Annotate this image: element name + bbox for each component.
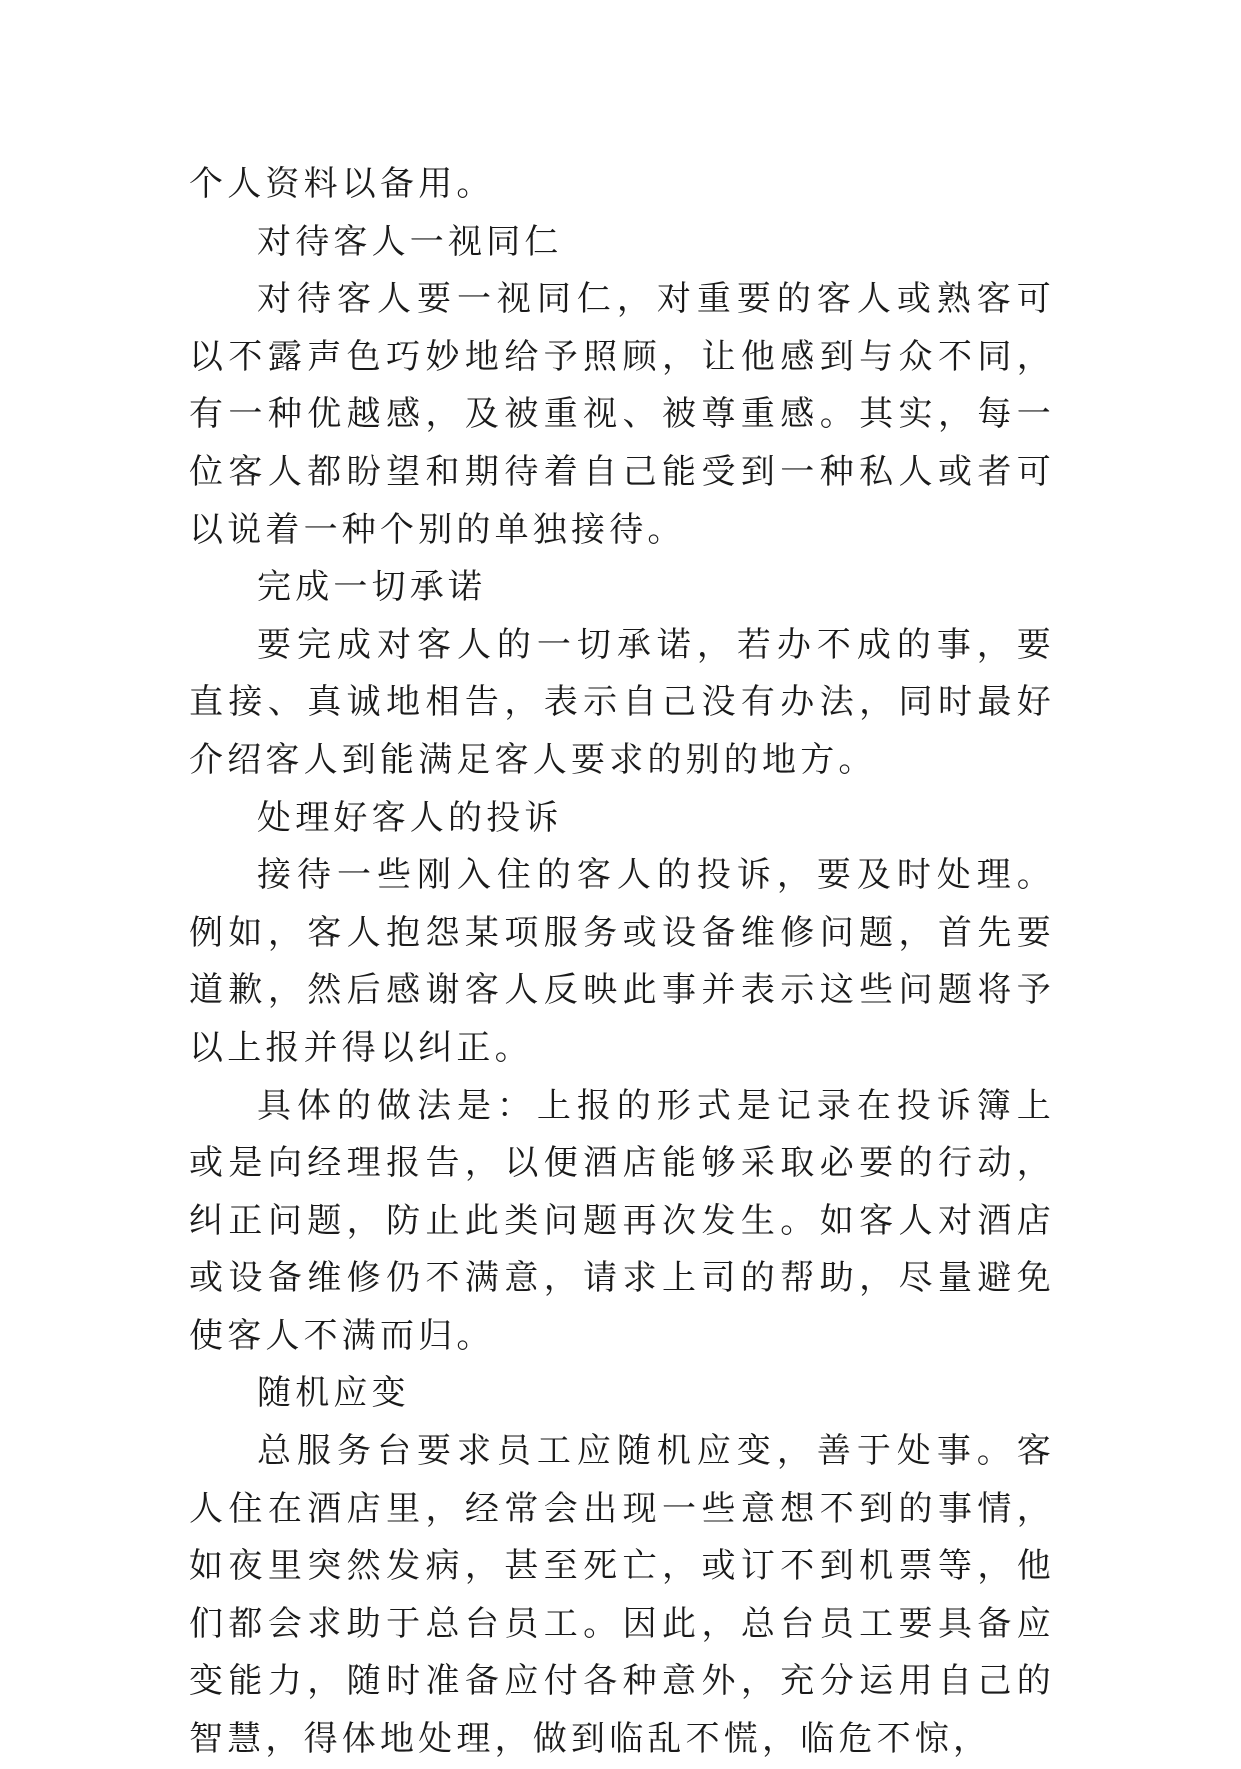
section-heading-adaptability: 随机应变 (257, 1373, 410, 1414)
paragraph-continued: 个人资料以备用。 (189, 164, 495, 204)
paragraph-adaptability: 总服务台要求员工应随机应变，善于处事。客人住在酒店里，经常会出现一些意想不到的事情，如夜里突然发病，甚至死亡，或订不到机票等，他们都会求助于总台员工。因此，总台员工要具备应变能力，随时准备应付各种意外，充分运用自己的智慧，得体地处理，做到临乱不慌，临危不惊， (189, 1431, 1055, 1760)
paragraph-complaint-method: 具体的做法是：上报的形式是记录在投诉簿上或是向经理报告，以便酒店能够采取必要的行动，纠正问题，防止此类问题再次发生。如客人对酒店或设备维修仍不满意，请求上司的帮助，尽量避免使客人不满而归。 (189, 1085, 1055, 1356)
section-heading-complaints: 处理好客人的投诉 (257, 797, 563, 838)
section-heading-promises: 完成一切承诺 (257, 567, 487, 608)
section-heading-equal-treatment: 对待客人一视同仁 (257, 221, 563, 262)
document-body (189, 156, 1055, 1769)
paragraph-promises: 要完成对客人的一切承诺，若办不成的事，要直接、真诚地相告，表示自己没有办法，同时最好介绍客人到能满足客人要求的别的地方。 (189, 624, 1055, 780)
paragraph-equal-treatment: 对待客人要一视同仁，对重要的客人或熟客可以不露声色巧妙地给予照顾，让他感到与众不同，有一种优越感，及被重视、被尊重感。其实，每一位客人都盼望和期待着自己能受到一种私人或者可以说着一种个别的单独接待。 (189, 279, 1055, 550)
paragraph-complaints: 接待一些刚入住的客人的投诉，要及时处理。例如，客人抱怨某项服务或设备维修问题，首先要道歉，然后感谢客人反映此事并表示这些问题将予以上报并得以纠正。 (189, 855, 1055, 1068)
